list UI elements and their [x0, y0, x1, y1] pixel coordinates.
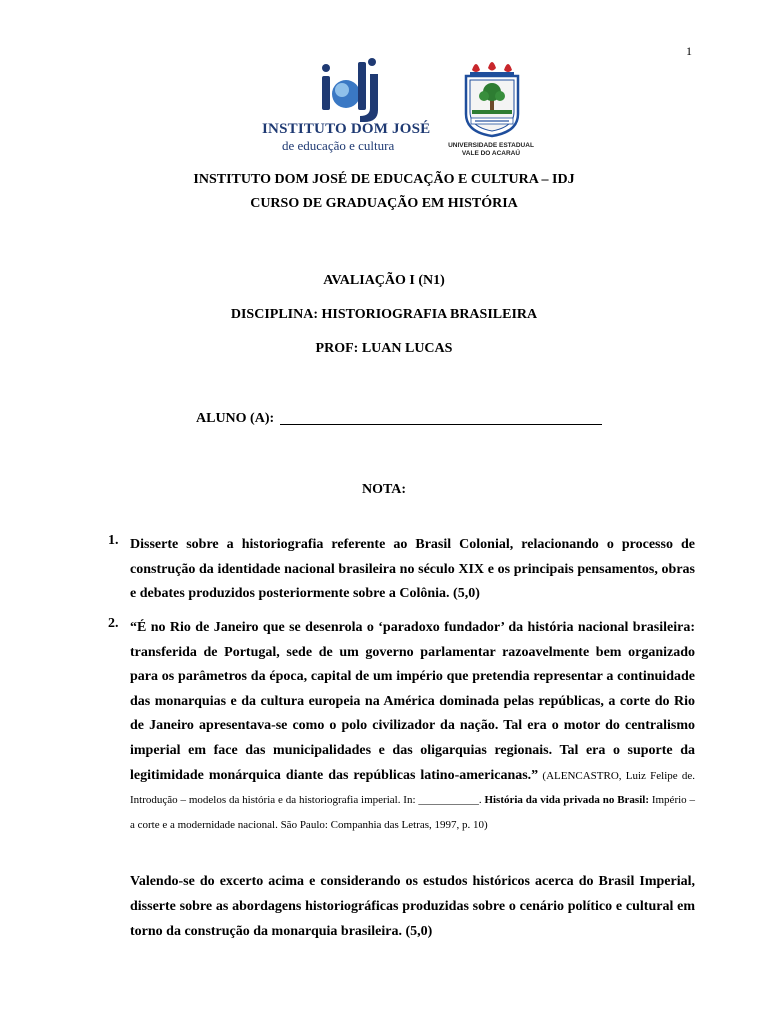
question-text: Disserte sobre a historiografia referente ao Brasil Colonial, relacionando o processo de construção da identidade nacional brasileira no século XIX e os principais pensamentos, obras e debates produzidos posteriormente sobre a Colônia. (5,0) [130, 537, 695, 602]
idj-logo-name: INSTITUTO DOM JOSÉ [262, 121, 431, 137]
uva-name-line1: UNIVERSIDADE ESTADUAL [448, 142, 534, 149]
professor-name: PROF: LUAN LUCAS [315, 341, 453, 356]
institution-title: INSTITUTO DOM JOSÉ DE EDUCAÇÃO E CULTURA – IDJ [193, 172, 575, 187]
citation-book-title: História da vida privada no Brasil: [484, 794, 649, 807]
question-quote: “É no Rio de Janeiro que se desenrola o ‘paradoxo fundador’ da história nacional brasileira: transferida de Portugal, sede de um governo parlamentar razoavelmente bem organizado para os parâmetros da época, capital de um império que pretendia representar a continuidade das monarquias e da cultura europeia na América dominada pelas repúblicas, a corte do Rio de Janeiro apresentava-se como o polo civilizador da nação. Tal era o motor do centralismo imperial em face das municipalidades e das oligarquias regionais. Tal era o suporte da legitimidade monárquica diante das repúblicas latino-americanas.” [130, 620, 695, 783]
course-title: CURSO DE GRADUAÇÃO EM HISTÓRIA [250, 196, 518, 211]
student-name-blank-line[interactable] [280, 410, 602, 425]
grade-label: NOTA: [361, 482, 407, 497]
citation-part-1: (ALENCASTRO, Luiz Felipe de. Introdução – modelos da história e da historiografia imperial. In: ___________. [130, 769, 695, 807]
question-number: 1. [108, 533, 119, 548]
student-name-field [196, 410, 602, 427]
exam-title: AVALIAÇÃO I (N1) [323, 273, 445, 288]
idj-logo-subtitle: de educação e cultura [282, 138, 395, 153]
uva-crest-icon [462, 56, 522, 138]
question-2-followup: Valendo-se do excerto acima e considerando os estudos históricos acerca do Brasil Imperial, disserte sobre as abordagens historiográficas produzidas sobre o cenário político e cultural em torno da construção da monarquia brasileira. (5,0) [130, 874, 695, 939]
citation-part-2: Império – a corte e a modernidade nacional. São Paulo: Companhia das Letras, 1997, p. 10) [130, 794, 695, 831]
question-1 [108, 533, 695, 607]
uva-name-line2: VALE DO ACARAÚ [461, 150, 521, 157]
header-logos [0, 54, 768, 166]
uva-logo-name [446, 142, 536, 158]
page-number: 1 [686, 44, 692, 58]
discipline-title: DISCIPLINA: HISTORIOGRAFIA BRASILEIRA [230, 307, 538, 322]
student-label: ALUNO (A): [196, 411, 275, 426]
question-number: 2. [108, 616, 119, 631]
question-2 [108, 616, 695, 837]
question-quote-block [130, 616, 695, 837]
